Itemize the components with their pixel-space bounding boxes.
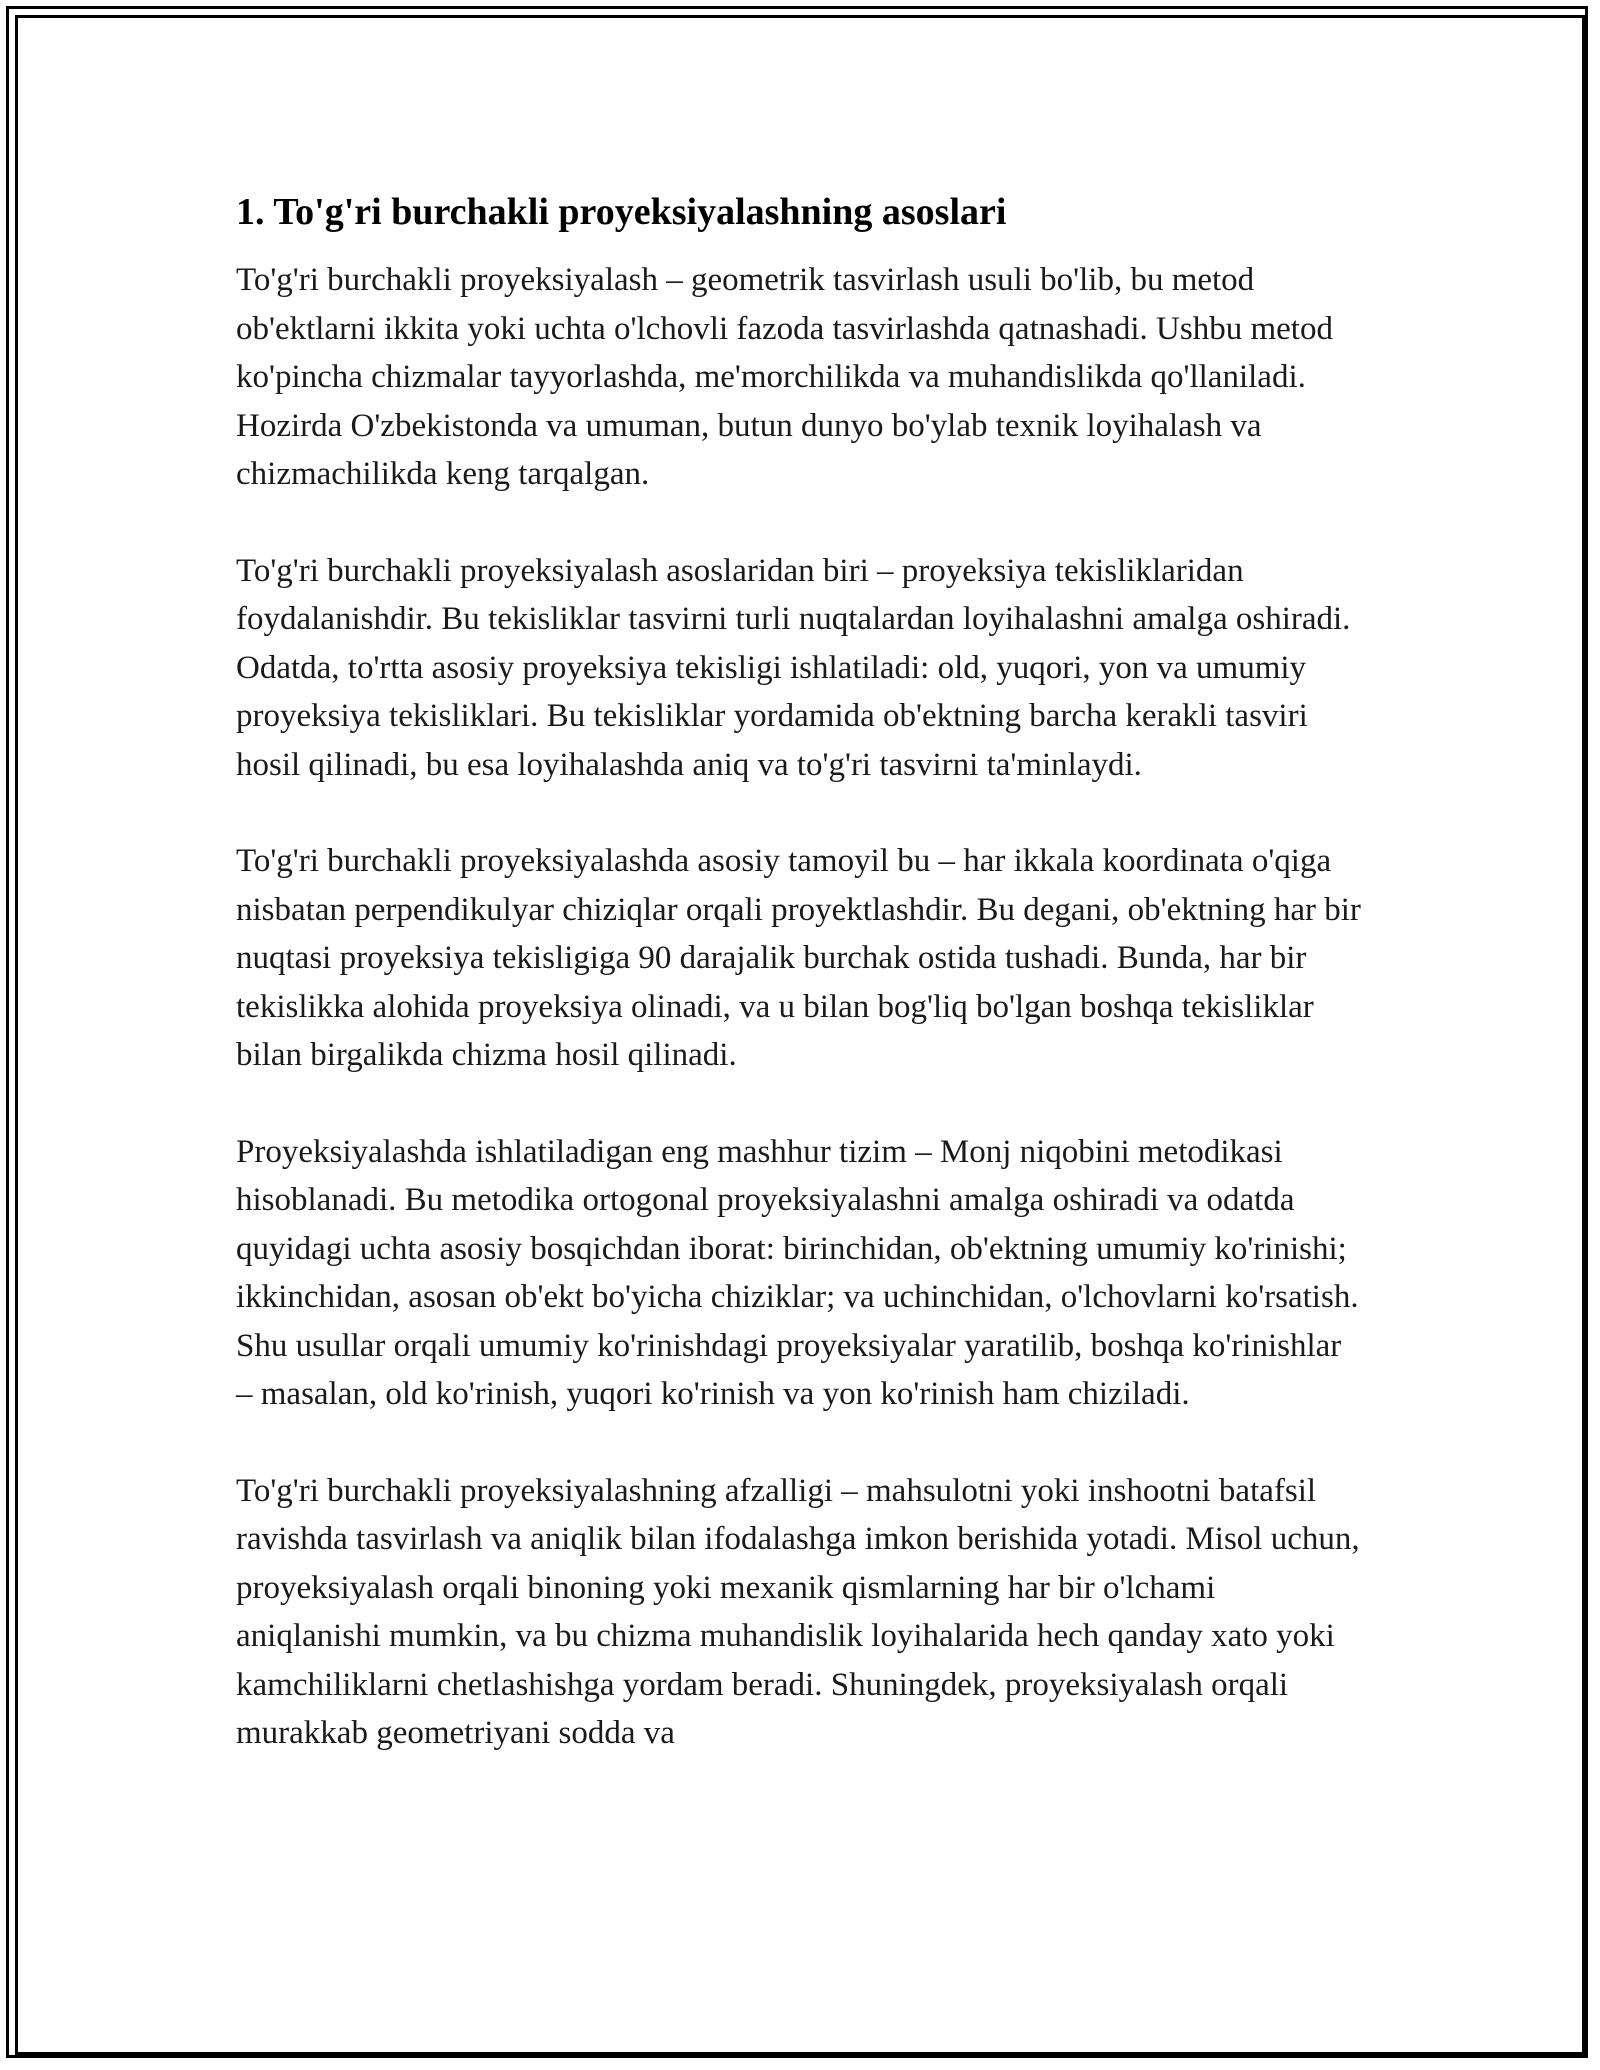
section-heading: 1. To'g'ri burchakli proyeksiyalashning asoslari: [236, 191, 1007, 233]
paragraph-4: Proyeksiyalashda ishlatiladigan eng mashhur tizim – Monj niqobini metodikasi hisoblanadi. Bu metodika ortogonal proyeksiyalashni amalga oshiradi va odatda quyidagi uchta asosiy bosqichdan iborat: birinchidan, ob'ektning umumiy ko'rinishi; ikkinchidan, asosan ob'ekt bo'yicha chiziklar; va uchinchidan, o'lchovlarni ko'rsatish. Shu usullar orqali umumiy ko'rinishdagi proyeksiyalar yaratilib, boshqa ko'rinishlar – masalan, old ko'rinish, yuqori ko'rinish va yon ko'rinish ham chiziladi.: [236, 1133, 1359, 1412]
paragraph-3: To'g'ri burchakli proyeksiyalashda asosiy tamoyil bu – har ikkala koordinata o'qiga nisbatan perpendikulyar chiziqlar orqali proyektlashdir. Bu degani, ob'ektning har bir nuqtasi proyeksiya tekisligiga 90 darajalik burchak ostida tushadi. Bunda, har bir tekislikka alohida proyeksiya olinadi, va u bilan bog'liq bo'lgan boshqa tekisliklar bilan birgalikda chizma hosil qilinadi.: [236, 843, 1361, 1073]
paragraph-1: To'g'ri burchakli proyeksiyalash – geometrik tasvirlash usuli bo'lib, bu metod ob'ektlarni ikkita yoki uchta o'lchovli fazoda tasvirlashda qatnashadi. Ushbu metod ko'pincha chizmalar tayyorlashda, me'morchilikda va muhandislikda qo'llaniladi. Hozirda O'zbekistonda va umuman, butun dunyo bo'ylab texnik loyihalash va chizmachilikda keng tarqalgan.: [236, 262, 1333, 492]
document-body: [236, 188, 1366, 1806]
paragraph-5: To'g'ri burchakli proyeksiyalashning afzalligi – mahsulotni yoki inshootni batafsil ravishda tasvirlash va aniqlik bilan ifodalashga imkon berishida yotadi. Misol uchun, proyeksiyalash orqali binoning yoki mexanik qismlarning har bir o'lchami aniqlanishi mumkin, va bu chizma muhandislik loyihalarida hech qanday xato yoki kamchiliklarni chetlashishga yordam beradi. Shuningdek, proyeksiyalash orqali murakkab geometriyani sodda va: [236, 1472, 1360, 1751]
paragraph-2: To'g'ri burchakli proyeksiyalash asoslaridan biri – proyeksiya tekisliklaridan foydalanishdir. Bu tekisliklar tasvirni turli nuqtalardan loyihalashni amalga oshiradi. Odatda, to'rtta asosiy proyeksiya tekisligi ishlatiladi: old, yuqori, yon va umumiy proyeksiya tekisliklari. Bu tekisliklar yordamida ob'ektning barcha kerakli tasviri hosil qilinadi, bu esa loyihalashda aniq va to'g'ri tasvirni ta'minlaydi.: [236, 552, 1351, 783]
